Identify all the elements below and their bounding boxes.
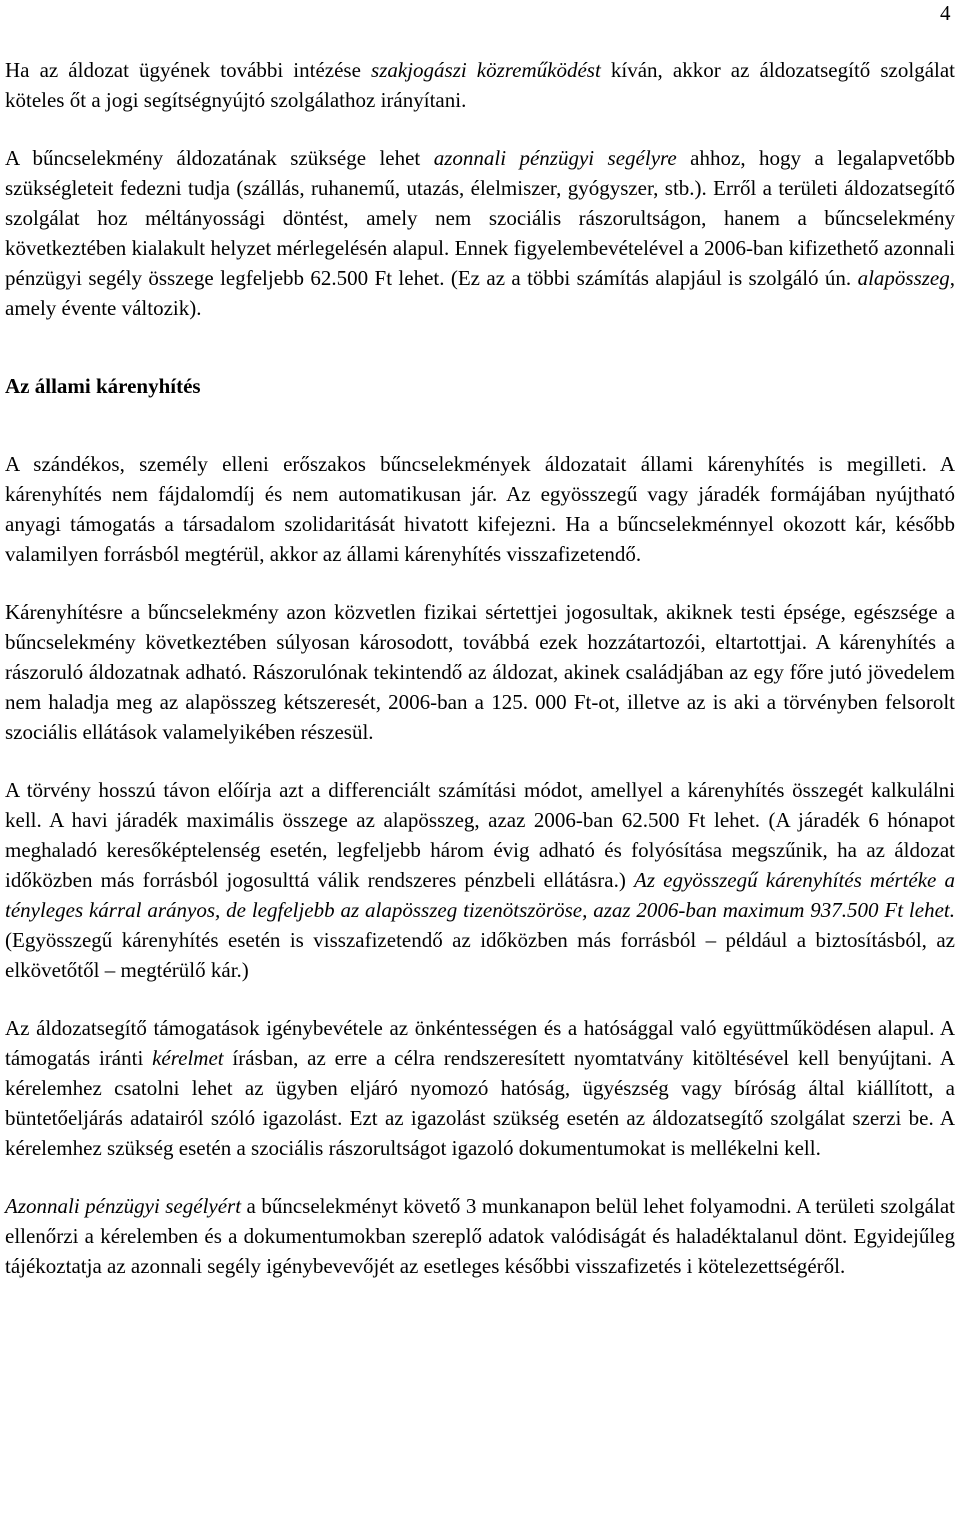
text-run: , amely évente változik). — [5, 266, 955, 320]
paragraph-immediate-aid — [5, 143, 955, 323]
paragraph-legal-referral — [5, 55, 955, 115]
emphasis-text: szakjogászi közreműködést — [371, 58, 601, 82]
document-body — [5, 55, 955, 1281]
emphasis-text: kérelmet — [152, 1046, 224, 1070]
paragraph-calculation — [5, 775, 955, 985]
section-heading: Az állami kárenyhítés — [5, 374, 201, 398]
paragraph-application — [5, 1013, 955, 1163]
emphasis-text: azonnali pénzügyi segélyre — [433, 146, 677, 170]
text-run: írásban, az erre a célra rendszeresített nyomtatvány kitöltésével kell benyújtani. A kérelemhez csatolni lehet az ügyben eljáró nyomozó hatóság, ügyészség vagy bíróság által kiállított, a büntetőeljárás adatairól szóló igazolást. Ezt az igazolást szükség esetén az áldozatsegítő szolgálat szerzi be. A kérelemhez szükség esetén a szociális rászorultságot igazoló dokumentumokat is mellékelni kell. — [5, 1046, 955, 1160]
text-run: (Egyösszegű kárenyhítés esetén is visszafizetendő az időközben más forrásból – például a biztosításból, az elkövetőtől – megtérülő kár.) — [5, 928, 955, 982]
text-run: kíván, akkor az áldozatsegítő szolgálat köteles őt a jogi segítségnyújtó szolgálathoz irányítani. — [5, 58, 956, 112]
paragraph-compensation-intro: A szándékos, személy elleni erőszakos bűncselekmények áldozatait állami kárenyhítés is megilleti. A kárenyhítés nem fájdalomdíj és nem automatikusan jár. Az egyösszegű vagy járadék formájában nyújtható anyagi támogatás a társadalom szolidaritását hivatott kifejezni. Ha a bűncselekménnyel okozott kár, később valamilyen forrásból megtérül, akkor az állami kárenyhítés visszafizetendő. — [5, 452, 955, 566]
text-run: A törvény hosszú távon előírja azt a differenciált számítási módot, amellyel a kárenyhítés összegét kalkulálni kell. A havi járadék maximális összege az alapösszeg, azaz 2006-ban 62.500 Ft lehet. (A járadék 6 hónapot meghaladó keresőképtelenség esetén, legfeljebb három évig adható és folyósítása megszűnik, ha az áldozat időközben más forrásból jogosulttá válik rendszeres pénzbeli ellátásra.) — [5, 778, 955, 892]
paragraph-eligibility: Kárenyhítésre a bűncselekmény azon közvetlen fizikai sértettjei jogosultak, akiknek testi épsége, egészsége a bűncselekmény következtében súlyosan károsodott, továbbá ezek hozzátartozói, eltartottjai. A kárenyhítés a rászoruló áldozatnak adható. Rászorulónak tekintendő az áldozat, akinek családjában az egy főre jutó jövedelem nem haladja meg az alapösszeg kétszeresét, 2006-ban a 125. 000 Ft-ot, illetve az is aki a törvényben felsorolt szociális ellátások valamelyikében részesül. — [5, 600, 955, 744]
emphasis-text: Az egyösszegű kárenyhítés mértéke a tényleges kárral arányos, de legfeljebb az alapösszeg tizenötszöröse, azaz 2006-ban maximum 937.500 Ft lehet. — [5, 868, 956, 922]
text-run: a bűncselekményt követő 3 munkanapon belül lehet folyamodni. A területi szolgálat ellenőrzi a kérelemben és a dokumentumokban szereplő adatok valódiságát és haladéktalanul dönt. Egyidejűleg tájékoztatja az azonnali segély igénybevevőjét az esetleges későbbi visszafizetés i kötelezettségéről. — [5, 1194, 955, 1278]
text-run: A bűncselekmény áldozatának szüksége lehet — [5, 146, 434, 170]
text-run: ahhoz, hogy a legalapvetőbb szükségleteit fedezni tudja (szállás, ruhanemű, utazás, élelmiszer, gyógyszer, stb.). Erről a területi áldozatsegítő szolgálat hoz méltányossági döntést, amely nem szociális rászorultságon, hanem a bűncselekmény következtében kialakult helyzet mérlegelésén alapul. Ennek figyelembevételével a 2006-ban kifizethető azonnali pénzügyi segély összege legfeljebb 62.500 Ft lehet. (Ez az a többi számítás alapjául is szolgáló ún. — [5, 146, 955, 290]
emphasis-text: alapösszeg — [857, 266, 950, 290]
page-number: 4 — [940, 1, 951, 25]
paragraph-deadline — [5, 1191, 955, 1281]
text-run: Az áldozatsegítő támogatások igénybevétele az önkéntességen és a hatósággal való együttműködésen alapul. A támogatás iránti — [5, 1016, 955, 1070]
text-run: Ha az áldozat ügyének további intézése — [5, 58, 372, 82]
emphasis-text: Azonnali pénzügyi segélyért — [5, 1194, 242, 1218]
